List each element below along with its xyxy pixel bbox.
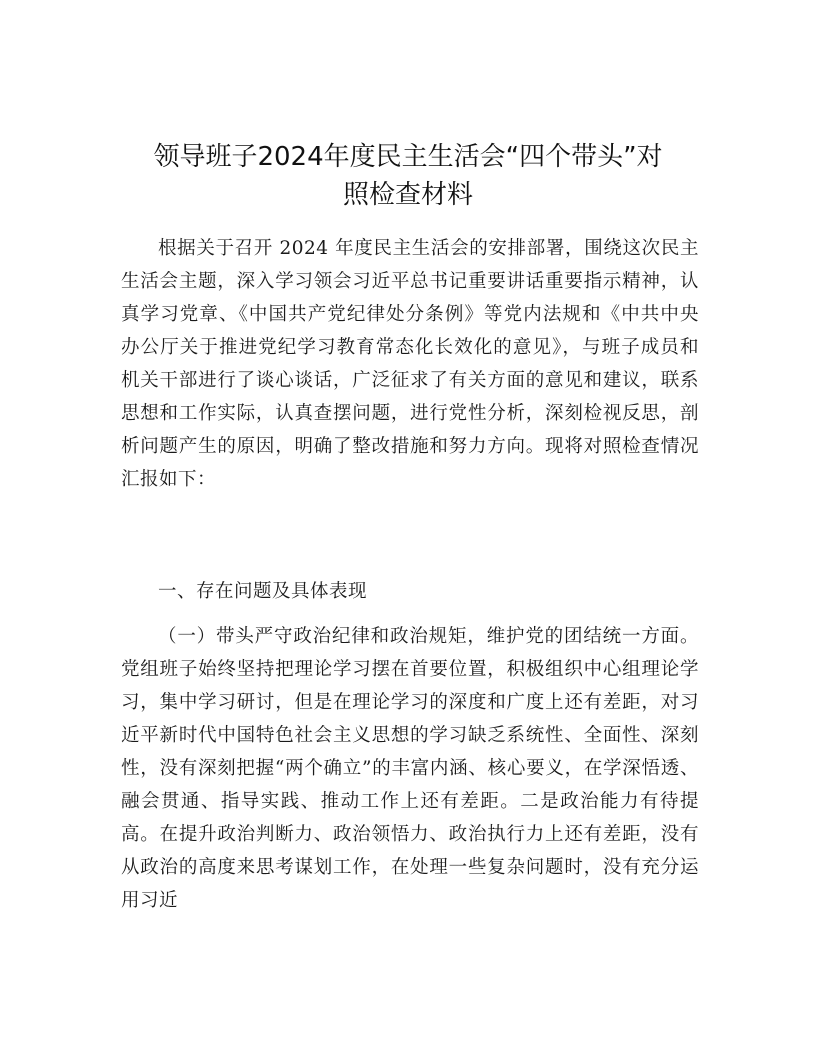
- section-heading: 一、存在问题及具体表现: [158, 581, 368, 602]
- document-title: [108, 138, 708, 214]
- body-paragraph: （一）带头严守政治纪律和政治规矩，维护党的团结统一方面。党组班子始终坚持把理论学习摆在首要位置，积极组织中心组理论学习，集中学习研讨，但是在理论学习的深度和广度上还有差距，对习近平新时代中国特色社会主义思想的学习缺乏系统性、全面性、深刻性，没有深刻把握“两个确立”的丰富内涵、核心要义，在学深悟透、融会贯通、指导实践、推动工作上还有差距。二是政治能力有待提高。在提升政治判断力、政治领悟力、政治执行力上还有差距，没有从政治的高度来思考谋划工作，在处理一些复杂问题时，没有充分运用习近: [121, 626, 699, 911]
- intro-paragraph: 根据关于召开 2024 年度民主生活会的安排部署，围绕这次民主生活会主题，深入学习领会习近平总书记重要讲话重要指示精神，认真学习党章、《中国共产党纪律处分条例》等党内法规和《中共中央办公厅关于推进党纪学习教育常态化长效化的意见》，与班子成员和机关干部进行了谈心谈话，广泛征求了有关方面的意见和建议，联系思想和工作实际，认真查摆问题，进行党性分析，深刻检视反思，剖析问题产生的原因，明确了整改措施和努力方向。现将对照检查情况汇报如下：: [121, 238, 699, 490]
- title-line-1: 领导班子2024年度民主生活会“四个带头”对: [153, 142, 663, 172]
- title-line-2: 照检查材料: [342, 180, 473, 210]
